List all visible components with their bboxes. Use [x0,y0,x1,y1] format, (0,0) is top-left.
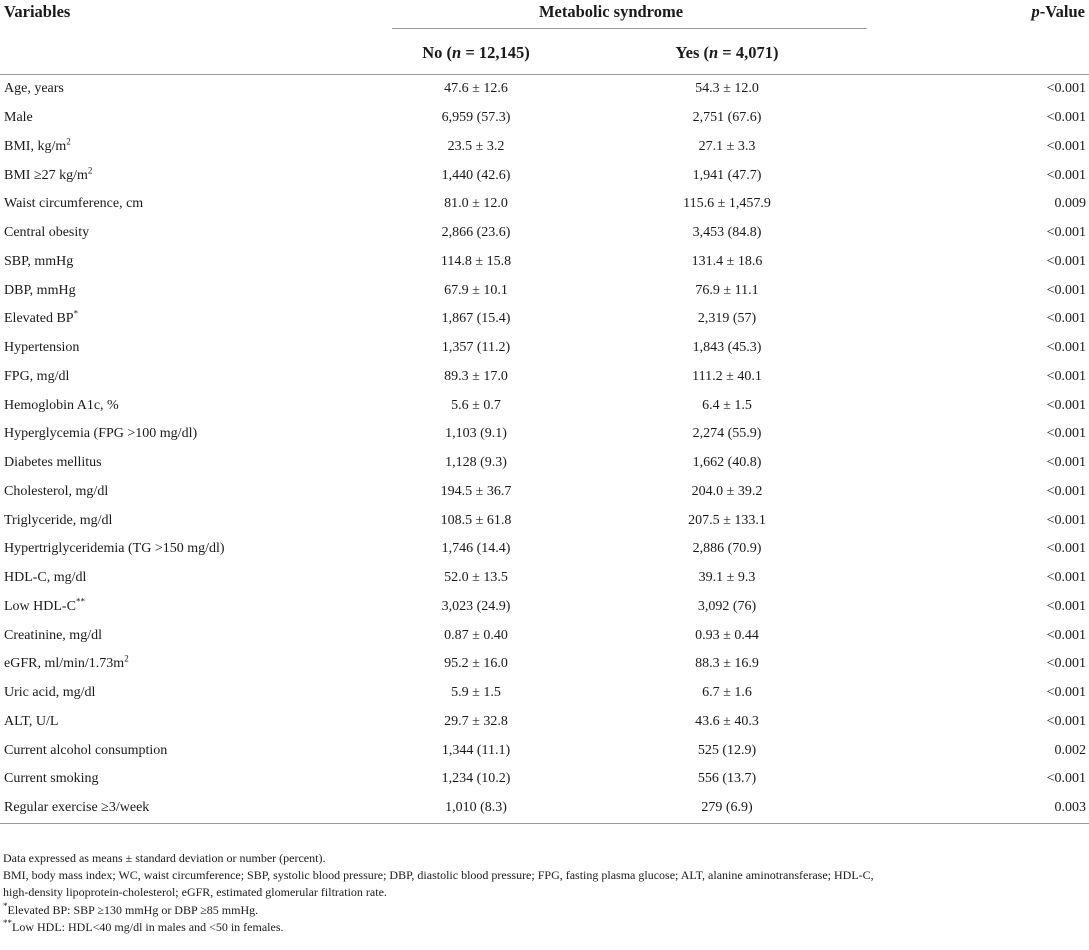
cell-no-metabolic: 114.8 ± 15.8 [440,253,512,269]
header-yes-n: n [708,43,719,62]
variable-label: Regular exercise ≥3/week [4,800,150,816]
cell-yes-metabolic: 88.3 ± 16.9 [695,656,759,672]
cell-p-value: <0.001 [1046,512,1086,528]
cell-no-metabolic: 5.9 ± 1.5 [451,685,501,701]
cell-yes-metabolic: 1,662 (40.8) [692,455,762,471]
cell-p-value: <0.001 [1046,340,1086,356]
table-row [0,765,1089,794]
cell-variable [0,679,360,708]
cell-p-value: 0.009 [1054,196,1086,212]
footnote-low-hdl [3,919,1083,936]
table-row [0,593,1089,622]
metabolic-syndrome-underline [392,28,867,29]
table-row [0,391,1089,420]
variable-label: Creatinine, mg/dl [4,627,102,643]
cell-p-value: <0.001 [1046,713,1086,729]
cell-p-value: <0.001 [1046,598,1086,614]
cell-p-value: 0.002 [1054,742,1086,758]
cell-yes-metabolic: 27.1 ± 3.3 [698,138,756,154]
cell-no-metabolic: 1,344 (11.1) [441,742,511,758]
table-row [0,506,1089,535]
cell-yes-metabolic: 1,941 (47.7) [692,167,762,183]
table-row [0,736,1089,765]
variable-label: ALT, U/L [4,713,59,729]
cell-p-value: <0.001 [1046,282,1086,298]
cell-variable [0,75,360,104]
cell-no-metabolic: 194.5 ± 36.7 [440,483,512,499]
cell-no-metabolic: 1,867 (15.4) [441,311,511,327]
cell-variable [0,535,360,564]
table-row [0,794,1089,823]
table-row [0,420,1089,449]
cell-no-metabolic: 89.3 ± 17.0 [444,368,508,384]
variable-label: Age, years [4,81,64,97]
variable-label: Hemoglobin A1c, % [4,397,119,413]
variable-label: Uric acid, mg/dl [4,685,96,701]
cell-yes-metabolic: 1,843 (45.3) [692,340,762,356]
table-row [0,219,1089,248]
table-row [0,276,1089,305]
cell-no-metabolic: 67.9 ± 10.1 [444,282,508,298]
variable-label: Male [4,110,33,126]
cell-variable [0,650,360,679]
table-row [0,449,1089,478]
variable-label: Diabetes mellitus [4,455,102,471]
variable-label: Hypertriglyceridemia (TG >150 mg/dl) [4,541,225,557]
cell-variable [0,334,360,363]
table-row [0,621,1089,650]
cell-variable [0,305,360,334]
cell-no-metabolic: 1,746 (14.4) [441,541,511,557]
variable-superscript: ** [75,596,85,607]
variable-label: Central obesity [4,225,90,241]
variable-label: DBP, mmHg [4,282,76,298]
table-row [0,334,1089,363]
footnote-mark-single: * [3,900,8,911]
cell-p-value: <0.001 [1046,685,1086,701]
cell-variable [0,391,360,420]
variable-superscript: * [73,308,79,319]
cell-no-metabolic: 1,103 (9.1) [445,426,507,442]
cell-p-value: <0.001 [1046,138,1086,154]
variable-superscript: 2 [124,653,129,664]
cell-p-value: <0.001 [1046,397,1086,413]
cell-p-value: <0.001 [1046,483,1086,499]
cell-no-metabolic: 1,010 (8.3) [360,794,592,823]
header-yes-suffix: = 4,071) [718,43,779,62]
variable-label: Hyperglycemia (FPG >100 mg/dl) [4,426,198,442]
cell-p-value: <0.001 [1046,167,1086,183]
variable-label: SBP, mmHg [4,253,74,269]
header-no-prefix: No ( [422,43,453,62]
cell-variable [0,794,360,823]
cell-yes-metabolic: 204.0 ± 39.2 [691,483,763,499]
variable-label: Cholesterol, mg/dl [4,483,109,499]
variable-superscript: 2 [87,164,93,175]
table-row [0,190,1089,219]
variable-label: BMI ≥27 kg/m [4,167,88,183]
cell-yes-metabolic: 3,092 (76) [697,598,757,614]
cell-yes-metabolic: 76.9 ± 11.1 [695,282,759,298]
table-row [0,161,1089,190]
cell-p-value: <0.001 [1046,110,1086,126]
header-yes-group [592,32,862,75]
cell-variable [0,248,360,277]
footnote-low-hdl-text: Low HDL: HDL<40 mg/dl in males and <50 in females. [12,919,284,934]
variable-label: Hypertension [4,340,80,356]
table-row [0,363,1089,392]
cell-p-value: <0.001 [1046,368,1086,384]
cell-yes-metabolic: 2,886 (70.9) [692,541,762,557]
cell-yes-metabolic: 6.4 ± 1.5 [702,397,752,413]
cell-no-metabolic: 2,866 (23.6) [441,225,511,241]
header-p-value [862,0,1089,32]
table-row [0,564,1089,593]
table-footnotes [3,850,1083,936]
cell-yes-metabolic: 111.2 ± 40.1 [692,368,762,384]
cell-no-metabolic: 1,234 (10.2) [441,771,511,787]
cell-variable [0,161,360,190]
cell-variable [0,478,360,507]
cell-variable [0,133,360,162]
variable-label: Current alcohol consumption [4,742,168,758]
footnote-mark-double: ** [3,917,12,928]
variable-label: Waist circumference, cm [4,196,144,212]
cell-no-metabolic: 3,023 (24.9) [441,598,511,614]
header-p-italic: p [1031,2,1040,21]
cell-yes-metabolic: 279 (6.9) [592,794,862,823]
cell-variable [0,621,360,650]
cell-no-metabolic: 23.5 ± 3.2 [447,138,505,154]
variable-label: BMI, kg/m [4,138,67,154]
cell-yes-metabolic: 115.6 ± 1,457.9 [683,196,771,212]
cell-no-metabolic: 95.2 ± 16.0 [444,656,508,672]
variable-label: Low HDL-C [4,598,76,614]
footnote-data-expression: Data expressed as means ± standard deviation or number (percent). [3,851,326,865]
cell-variable [0,593,360,622]
cell-no-metabolic: 0.87 ± 0.40 [444,627,508,643]
cell-no-metabolic: 81.0 ± 12.0 [444,196,508,212]
cell-yes-metabolic: 525 (12.9) [697,742,757,758]
cell-variable [0,736,360,765]
table-row [0,104,1089,133]
variable-label: Triglyceride, mg/dl [4,512,113,528]
variable-label: HDL-C, mg/dl [4,570,87,586]
header-empty-p [862,32,1089,75]
cell-no-metabolic: 52.0 ± 13.5 [444,570,508,586]
cell-p-value: <0.001 [1046,426,1086,442]
table-body [0,75,1089,824]
cell-no-metabolic: 5.6 ± 0.7 [451,397,501,413]
cell-no-metabolic: 108.5 ± 61.8 [440,512,512,528]
cell-variable [0,420,360,449]
cell-variable [0,219,360,248]
table-row [0,535,1089,564]
header-no-suffix: = 12,145) [461,43,530,62]
cell-variable [0,449,360,478]
footnote-elevated-bp [3,902,1083,919]
header-yes-prefix: Yes ( [675,43,709,62]
cell-p-value: <0.001 [1046,570,1086,586]
cell-yes-metabolic: 2,274 (55.9) [692,426,762,442]
cell-variable [0,190,360,219]
cell-yes-metabolic: 131.4 ± 18.6 [691,253,763,269]
variable-superscript: 2 [66,136,71,147]
header-metabolic-syndrome-label: Metabolic syndrome [538,2,684,21]
cell-variable [0,708,360,737]
cell-p-value: <0.001 [1046,656,1086,672]
cell-p-value: <0.001 [1046,771,1086,787]
cell-yes-metabolic: 43.6 ± 40.3 [695,713,759,729]
cell-p-value: 0.003 [862,794,1089,823]
header-p-rest: -Value [1039,2,1085,21]
cell-yes-metabolic: 556 (13.7) [697,771,757,787]
header-no-n: n [452,43,462,62]
cell-yes-metabolic: 3,453 (84.8) [692,225,762,241]
cell-yes-metabolic: 2,751 (67.6) [692,110,762,126]
variable-label: Current smoking [4,771,99,787]
cell-yes-metabolic: 54.3 ± 12.0 [695,81,759,97]
cell-no-metabolic: 1,440 (42.6) [441,167,511,183]
header-variables: Variables [4,2,71,21]
table-row [0,75,1089,104]
cell-p-value: <0.001 [1046,253,1086,269]
header-empty [0,32,360,75]
cell-p-value: <0.001 [1046,81,1086,97]
footnote-abbreviations-cont: high-density lipoprotein-cholesterol; eGFR, estimated glomerular filtration rate. [3,885,387,900]
footnote-elevated-bp-text: Elevated BP: SBP ≥130 mmHg or DBP ≥85 mmHg. [7,902,259,917]
table-row [0,679,1089,708]
cell-p-value: <0.001 [1046,541,1086,557]
header-row-2 [0,32,1089,75]
cell-yes-metabolic: 39.1 ± 9.3 [698,570,756,586]
cell-no-metabolic: 1,357 (11.2) [441,340,511,356]
cell-no-metabolic: 47.6 ± 12.6 [444,81,508,97]
table-row [0,650,1089,679]
variable-label: FPG, mg/dl [4,368,70,384]
cell-variable [0,363,360,392]
variable-label: eGFR, ml/min/1.73m [4,656,125,672]
cell-variable [0,104,360,133]
cell-variable [0,765,360,794]
table-row [0,133,1089,162]
cell-variable [0,564,360,593]
cell-p-value: <0.001 [1046,627,1086,643]
cell-yes-metabolic: 2,319 (57) [697,311,757,327]
cell-p-value: <0.001 [1046,225,1086,241]
table-row [0,708,1089,737]
cell-p-value: <0.001 [1046,455,1086,471]
cell-no-metabolic: 29.7 ± 32.8 [444,713,508,729]
header-no-group [360,32,592,75]
table-row [0,248,1089,277]
footnote-abbreviations: BMI, body mass index; WC, waist circumference; SBP, systolic blood pressure; DBP, diastolic blood pressure; FPG, fasting plasma glucose; ALT, alanine aminotransferase; HDL-C, [3,868,874,883]
cell-no-metabolic: 1,128 (9.3) [445,455,507,471]
table-row [0,478,1089,507]
cell-yes-metabolic: 0.93 ± 0.44 [695,627,759,643]
cell-variable [0,506,360,535]
cell-p-value: <0.001 [1046,311,1086,327]
cell-yes-metabolic: 6.7 ± 1.6 [702,685,752,701]
table-row [0,305,1089,334]
variable-label: Elevated BP [4,311,74,327]
cell-variable [0,276,360,305]
cell-yes-metabolic: 207.5 ± 133.1 [688,512,766,528]
cell-no-metabolic: 6,959 (57.3) [441,110,511,126]
